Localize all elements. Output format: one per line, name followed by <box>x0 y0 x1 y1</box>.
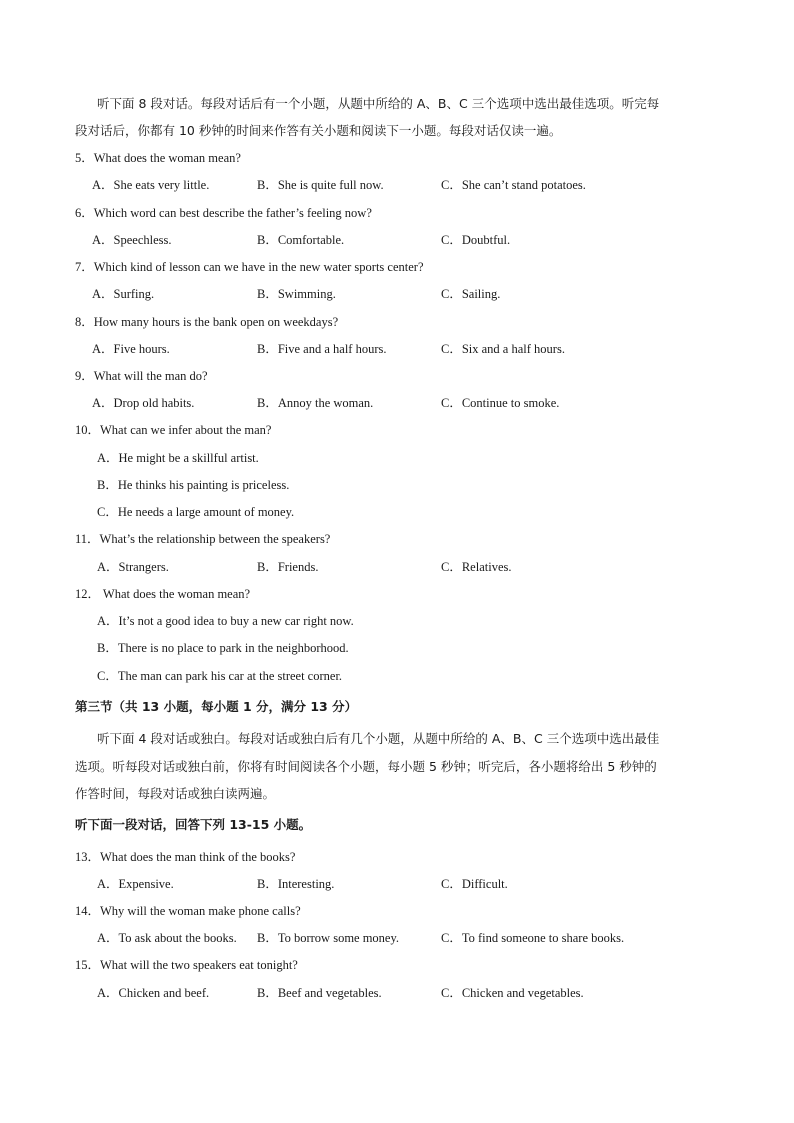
question-7-option-b: B．Swimming. <box>257 287 336 301</box>
question-11-option-b: B．Friends. <box>257 560 319 574</box>
section-3-heading: 第三节（共 13 小题，每小题 1 分，满分 13 分） <box>75 699 358 714</box>
question-14-option-a: A．To ask about the books. <box>97 931 237 945</box>
question-12-option-a: A．It’s not a good idea to buy a new car right now. <box>97 614 354 628</box>
section-3-instructions-line-2: 选项。听每段对话或独白前，你将有时间阅读各个小题，每小题 5 秒钟；听完后，各小题将给出 5 秒钟的 <box>75 759 657 774</box>
question-15-option-c: C．Chicken and vegetables. <box>441 986 584 1000</box>
question-12-option-b: B．There is no place to park in the neighborhood. <box>97 641 349 655</box>
question-6: 6．Which word can best describe the father’s feeling now? <box>75 206 372 220</box>
instructions-line-1: 听下面 8 段对话。每段对话后有一个小题，从题中所给的 A、B、C 三个选项中选出最佳选项。听完每 <box>97 96 660 111</box>
question-5-option-b: B．She is quite full now. <box>257 178 384 192</box>
question-13-option-a: A．Expensive. <box>97 877 174 891</box>
question-11-option-a: A．Strangers. <box>97 560 169 574</box>
question-11: 11．What’s the relationship between the speakers? <box>75 532 331 546</box>
question-10: 10．What can we infer about the man? <box>75 423 272 437</box>
question-8-option-a: A．Five hours. <box>92 342 170 356</box>
question-10-option-a: A．He might be a skillful artist. <box>97 451 259 465</box>
question-9-option-c: C．Continue to smoke. <box>441 396 560 410</box>
question-13-option-c: C．Difficult. <box>441 877 508 891</box>
question-5-option-a: A．She eats very little. <box>92 178 210 192</box>
question-13: 13．What does the man think of the books? <box>75 850 296 864</box>
question-5: 5．What does the woman mean? <box>75 151 241 165</box>
question-9: 9．What will the man do? <box>75 369 208 383</box>
question-11-option-c: C．Relatives. <box>441 560 512 574</box>
question-6-option-b: B．Comfortable. <box>257 233 345 247</box>
question-15-option-b: B．Beef and vegetables. <box>257 986 382 1000</box>
question-7: 7．Which kind of lesson can we have in the new water sports center? <box>75 260 424 274</box>
question-15-option-a: A．Chicken and beef. <box>97 986 210 1000</box>
question-7-option-c: C．Sailing. <box>441 287 501 301</box>
section-3-instructions-line-3: 作答时间，每段对话或独白读两遍。 <box>75 786 276 801</box>
question-14: 14．Why will the woman make phone calls? <box>75 904 301 918</box>
question-8-option-c: C．Six and a half hours. <box>441 342 565 356</box>
question-15: 15．What will the two speakers eat tonight? <box>75 958 298 972</box>
question-10-option-c: C．He needs a large amount of money. <box>97 505 295 519</box>
section-3-instructions-line-1: 听下面 4 段对话或独白。每段对话或独白后有几个小题，从题中所给的 A、B、C 三个选项中选出最佳 <box>97 731 660 746</box>
instructions-line-2: 段对话后，你都有 10 秒钟的时间来作答有关小题和阅读下一小题。每段对话仅读一遍。 <box>75 123 562 138</box>
question-8: 8．How many hours is the bank open on weekdays? <box>75 315 339 329</box>
question-7-option-a: A．Surfing. <box>92 287 155 301</box>
question-9-option-b: B．Annoy the woman. <box>257 396 374 410</box>
question-13-option-b: B．Interesting. <box>257 877 335 891</box>
dialogue-1-heading: 听下面一段对话，回答下列 13-15 小题。 <box>75 817 312 832</box>
question-12: 12． What does the woman mean? <box>75 587 251 601</box>
question-10-option-b: B．He thinks his painting is priceless. <box>97 478 290 492</box>
question-8-option-b: B．Five and a half hours. <box>257 342 387 356</box>
question-12-option-c: C．The man can park his car at the street corner. <box>97 669 343 683</box>
question-14-option-c: C．To find someone to share books. <box>441 931 625 945</box>
question-9-option-a: A．Drop old habits. <box>92 396 195 410</box>
question-6-option-a: A．Speechless. <box>92 233 172 247</box>
question-5-option-c: C．She can’t stand potatoes. <box>441 178 586 192</box>
question-6-option-c: C．Doubtful. <box>441 233 511 247</box>
question-14-option-b: B．To borrow some money. <box>257 931 400 945</box>
